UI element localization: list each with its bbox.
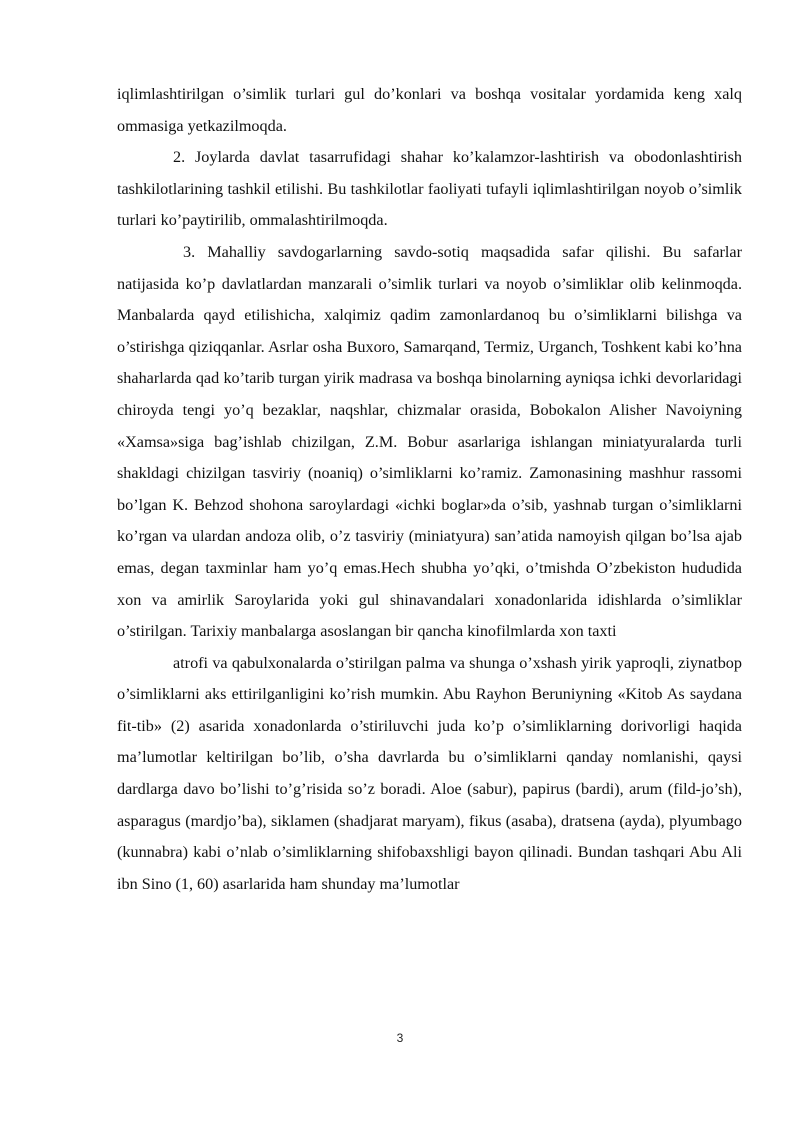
paragraph-3: 3. Mahalliy savdogarlarning savdo-sotiq maqsadida safar qilishi. Bu safarlar natijasida ko’p davlatlardan manzarali o’simlik turlari va noyob o’simliklar olib kelinmoqda. Manbalarda qayd etilishicha, xalqimiz qadim zamonlardanoq bu o’simliklarni bilishga va o’stirishga qiziqqanlar. Asrlar osha Buxoro, Samarqand, Termiz, Urganch, Toshkent kabi ko’hna shaharlarda qad ko’tarib turgan yirik madrasa va boshqa binolarning ayniqsa ichki devorlaridagi chiroyda tengi yo’q bezaklar, naqshlar, chizmalar orasida, Bobokalon Alisher Navoiyning «Xamsa»siga bag’ishlab chizilgan, Z.M. Bobur asarlariga ishlangan miniatyuralarda turli shakldagi chizilgan tasviriy (noaniq) o’simliklarni ko’ramiz. Zamonasining mashhur rassomi bo’lgan K. Behzod shohona saroylardagi «ichki boglar»da o’sib, yashnab turgan o’simliklarni ko’rgan va ulardan andoza olib, o’z tasviriy (miniatyura) san’atida namoyish qilgan bo’lsa ajab emas, degan taxminlar ham yo’q emas.Hech shubha yo’qki, o’tmishda O’zbekiston hududida xon va amirlik Saroylarida yoki gul shinavandalari xonadonlarida idishlarda o’simliklar o’stirilgan. Tarixiy manbalarga asoslangan bir qancha kinofilmlarda xon taxti [117,242,742,641]
page-number: 3 [396,1031,404,1045]
paragraph-1: iqlimlashtirilgan o’simlik turlari gul do’konlari va boshqa vositalar yordamida keng xalq ommasiga yetkazilmoqda. [117,85,742,135]
paragraph-4: atrofi va qabulxonalarda o’stirilgan palma va shunga o’xshash yirik yaproqli, ziynatbop o’simliklarni aks ettirilganligini ko’rish mumkin. Abu Rayhon Beruniyning «Kitob As saydana fit-tib» (2) asarida xonadonlarda o’stiriluvchi juda ko’p o’simliklarning dorivorligi haqida ma’lumotlar keltirilgan bo’lib, o’sha davrlarda bu o’simliklarni qanday nomlanishi, qaysi dardlarga davo bo’lishi to’g’risida so’z boradi. Aloe (sabur), papirus (bardi), arum (fild-jo’sh), asparagus (mardjo’ba), siklamen (shadjarat maryam), fikus (asaba), dratsena (ayda), plyumbago (kunnabra) kabi o’nlab o’simliklarning shifobaxshligi bayon qilinadi. Bundan tashqari Abu Ali ibn Sino (1, 60) asarlarida ham shunday ma’lumotlar [117,653,742,893]
paragraph-2: 2. Joylarda davlat tasarrufidagi shahar ko’kalamzor-lashtirish va obodonlashtirish tashkilotlarining tashkil etilishi. Bu tashkilotlar faoliyati tufayli iqlimlashtirilgan noyob o’simlik turlari ko’paytirilib, ommalashtirilmoqda. [117,148,742,230]
body-text [117,79,742,900]
